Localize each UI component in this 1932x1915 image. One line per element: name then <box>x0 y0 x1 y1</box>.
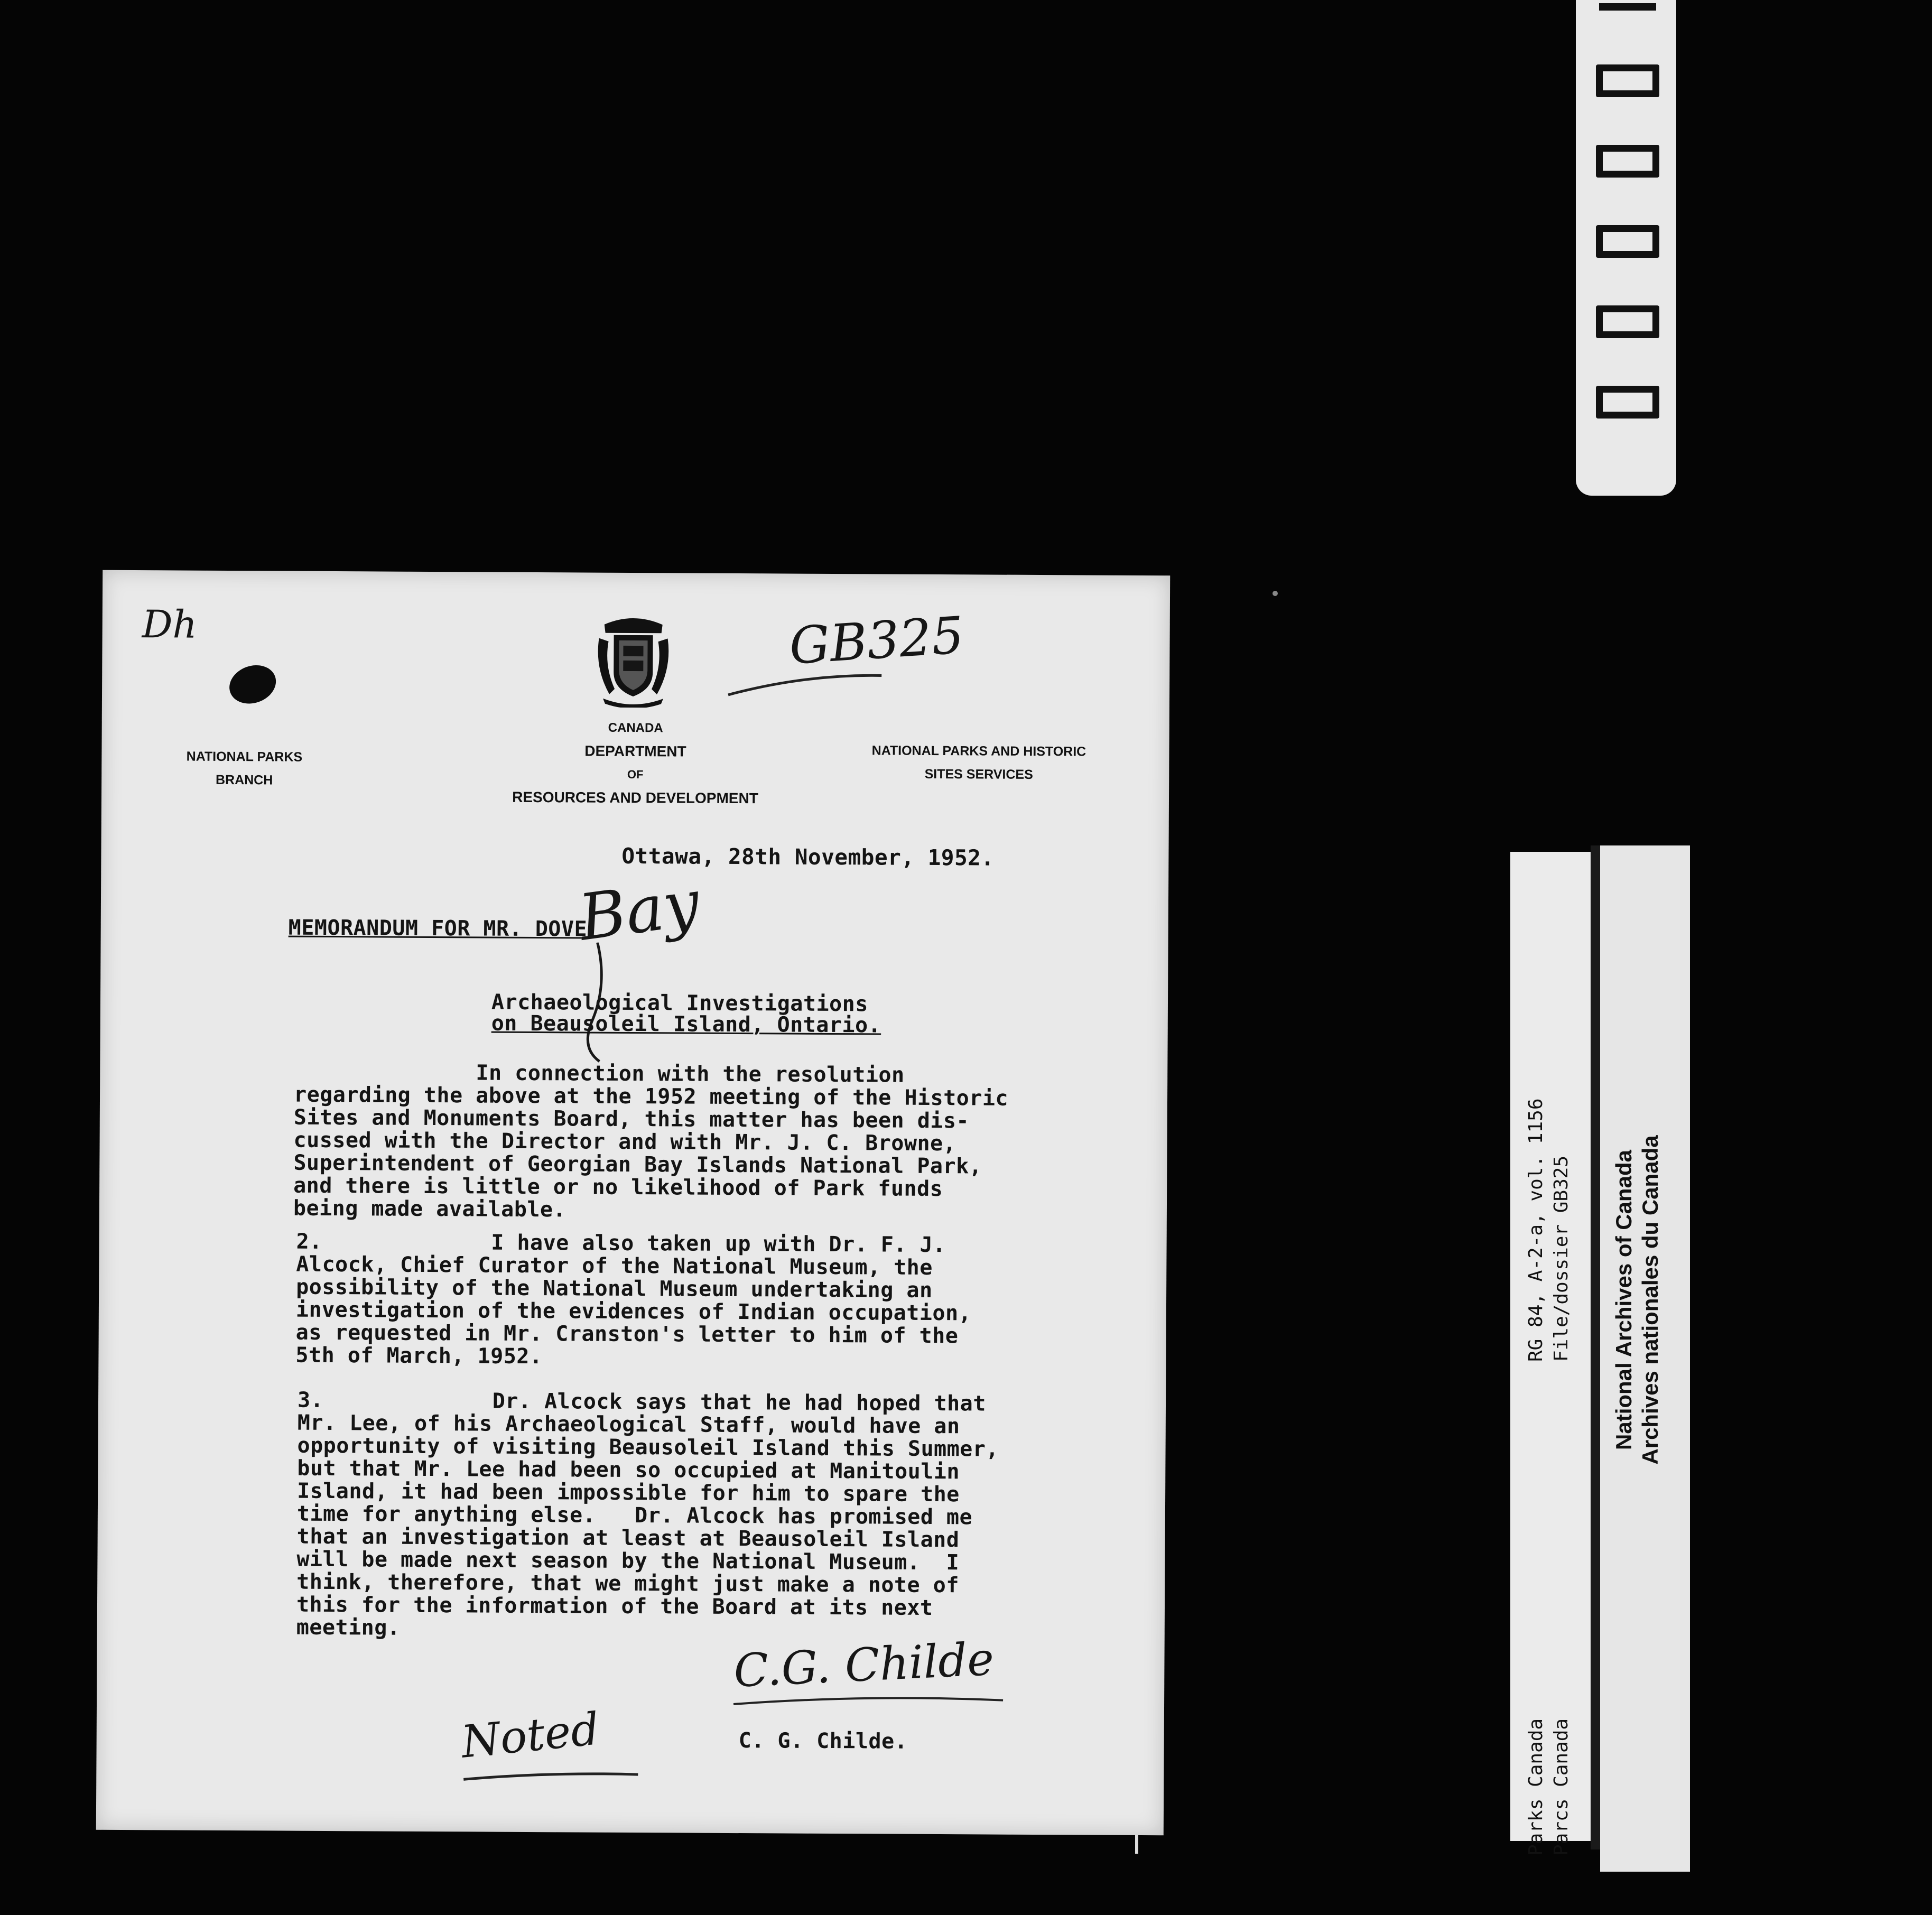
paragraph-3-line: Island, it had been impossible for him to spare the <box>297 1479 960 1507</box>
frame-digit <box>1596 386 1659 419</box>
typed-signature: C. G. Childe. <box>738 1728 908 1754</box>
paragraph-3-line: think, therefore, that we might just make a note of <box>296 1569 960 1598</box>
memo-page <box>96 570 1170 1836</box>
paragraph-2-line: 2. I have also taken up with Dr. F. J. <box>296 1229 946 1258</box>
memo-paragraph-1 <box>293 1061 1009 1224</box>
paragraph-3-line: that an investigation at least at Beausoleil Island <box>296 1524 960 1553</box>
left-header-line1: NATIONAL PARKS <box>186 749 303 765</box>
archives-name-en: National Archives of Canada <box>1611 1150 1636 1450</box>
archive-reference-line2: File/dossier GB325 <box>1550 1155 1572 1362</box>
signature-flourish <box>731 1688 1006 1711</box>
frame-counter-digits-group <box>1576 0 1676 496</box>
paragraph-1-line: Sites and Monuments Board, this matter has been dis- <box>293 1105 970 1133</box>
department-line-of: OF <box>627 767 644 782</box>
memo-addressee: MEMORANDUM FOR MR. DOVE <box>288 915 588 942</box>
archive-agency-line2: Parcs Canada <box>1550 1718 1572 1856</box>
handwritten-signature: C.G. Childe <box>732 1632 996 1698</box>
paragraph-3-line: meeting. <box>296 1615 401 1640</box>
paragraph-1-line: being made available. <box>293 1196 566 1222</box>
paragraph-3-line: this for the information of the Board at its next <box>296 1592 933 1620</box>
coat-of-arms-icon <box>593 615 673 708</box>
handwritten-noted: Noted <box>459 1703 602 1768</box>
frame-counter <box>1576 0 1676 496</box>
paragraph-1-line: regarding the above at the 1952 meeting of the Historic <box>293 1082 1009 1111</box>
frame-digit-bar <box>1599 3 1656 11</box>
memo-paragraph-2 <box>295 1231 972 1371</box>
right-header-line2: SITES SERVICES <box>924 766 1033 782</box>
handwritten-initials: Dh <box>142 602 198 647</box>
archives-name-fr: Archives nationales du Canada <box>1638 1135 1662 1465</box>
department-header <box>477 715 794 810</box>
memo-paragraph-3 <box>296 1389 999 1643</box>
department-line-canada: CANADA <box>608 720 663 736</box>
paragraph-3-line: will be made next season by the National Museum. I <box>296 1547 960 1575</box>
department-line-resources: RESOURCES AND DEVELOPMENT <box>512 788 758 807</box>
film-speck <box>1135 1835 1138 1854</box>
right-header <box>852 739 1106 787</box>
archives-name-strip <box>1600 845 1690 1872</box>
paragraph-3-line: Mr. Lee, of his Archaeological Staff, would have an <box>297 1410 960 1439</box>
archive-reference-line1: RG 84, A-2-a, vol. 1156 <box>1525 1098 1547 1362</box>
frame-digit <box>1596 64 1659 97</box>
paragraph-2-line: 5th of March, 1952. <box>295 1343 543 1369</box>
paragraph-1-line: Superintendent of Georgian Bay Islands National Park, <box>293 1150 982 1179</box>
subject-line2: on Beausoleil Island, Ontario. <box>491 1011 881 1038</box>
ink-blot <box>224 659 281 710</box>
archive-agency-text <box>1524 1634 1582 1856</box>
left-header-line2: BRANCH <box>215 772 273 788</box>
department-line-department: DEPARTMENT <box>584 742 686 760</box>
paragraph-3-line: time for anything else. Dr. Alcock has promised me <box>296 1501 973 1530</box>
paragraph-1-line: and there is little or no likelihood of Park funds <box>293 1173 943 1202</box>
noted-underline <box>461 1766 640 1788</box>
handwritten-file-number: GB325 <box>787 605 966 676</box>
archive-agency-line1: Parks Canada <box>1525 1718 1547 1856</box>
frame-digit <box>1596 305 1659 338</box>
subject-line1: Archaeological Investigations <box>491 990 868 1017</box>
paragraph-1-line: cussed with the Director and with Mr. J. C. Browne, <box>293 1128 956 1156</box>
paragraph-2-line: investigation of the evidences of Indian occupation, <box>295 1297 972 1326</box>
frame-digit <box>1596 145 1659 178</box>
paragraph-3-line: opportunity of visiting Beausoleil Island this Summer, <box>297 1433 999 1462</box>
paragraph-3-line: 3. Dr. Alcock says that he had hoped that <box>297 1388 986 1416</box>
paragraph-2-line: possibility of the National Museum undertaking an <box>296 1275 933 1303</box>
memo-subject <box>491 992 881 1036</box>
handwritten-underline <box>726 668 884 701</box>
archives-name-text <box>1611 1036 1674 1564</box>
right-header-line1: NATIONAL PARKS AND HISTORIC <box>871 743 1086 759</box>
handwritten-addressee-mark: Bay <box>574 866 704 955</box>
film-speck <box>1272 591 1278 596</box>
memo-date: Ottawa, 28th November, 1952. <box>621 843 995 871</box>
frame-digit <box>1596 225 1659 258</box>
paragraph-2-line: as requested in Mr. Cranston's letter to him of the <box>295 1320 959 1349</box>
paragraph-2-line: Alcock, Chief Curator of the National Museum, the <box>296 1252 933 1280</box>
paragraph-1-line: In connection with the resolution <box>294 1059 905 1087</box>
paragraph-3-line: but that Mr. Lee had been so occupied at Manitoulin <box>297 1456 960 1484</box>
left-header <box>175 745 313 792</box>
archive-reference-text <box>1524 886 1582 1362</box>
archive-reference-strip <box>1510 852 1595 1856</box>
